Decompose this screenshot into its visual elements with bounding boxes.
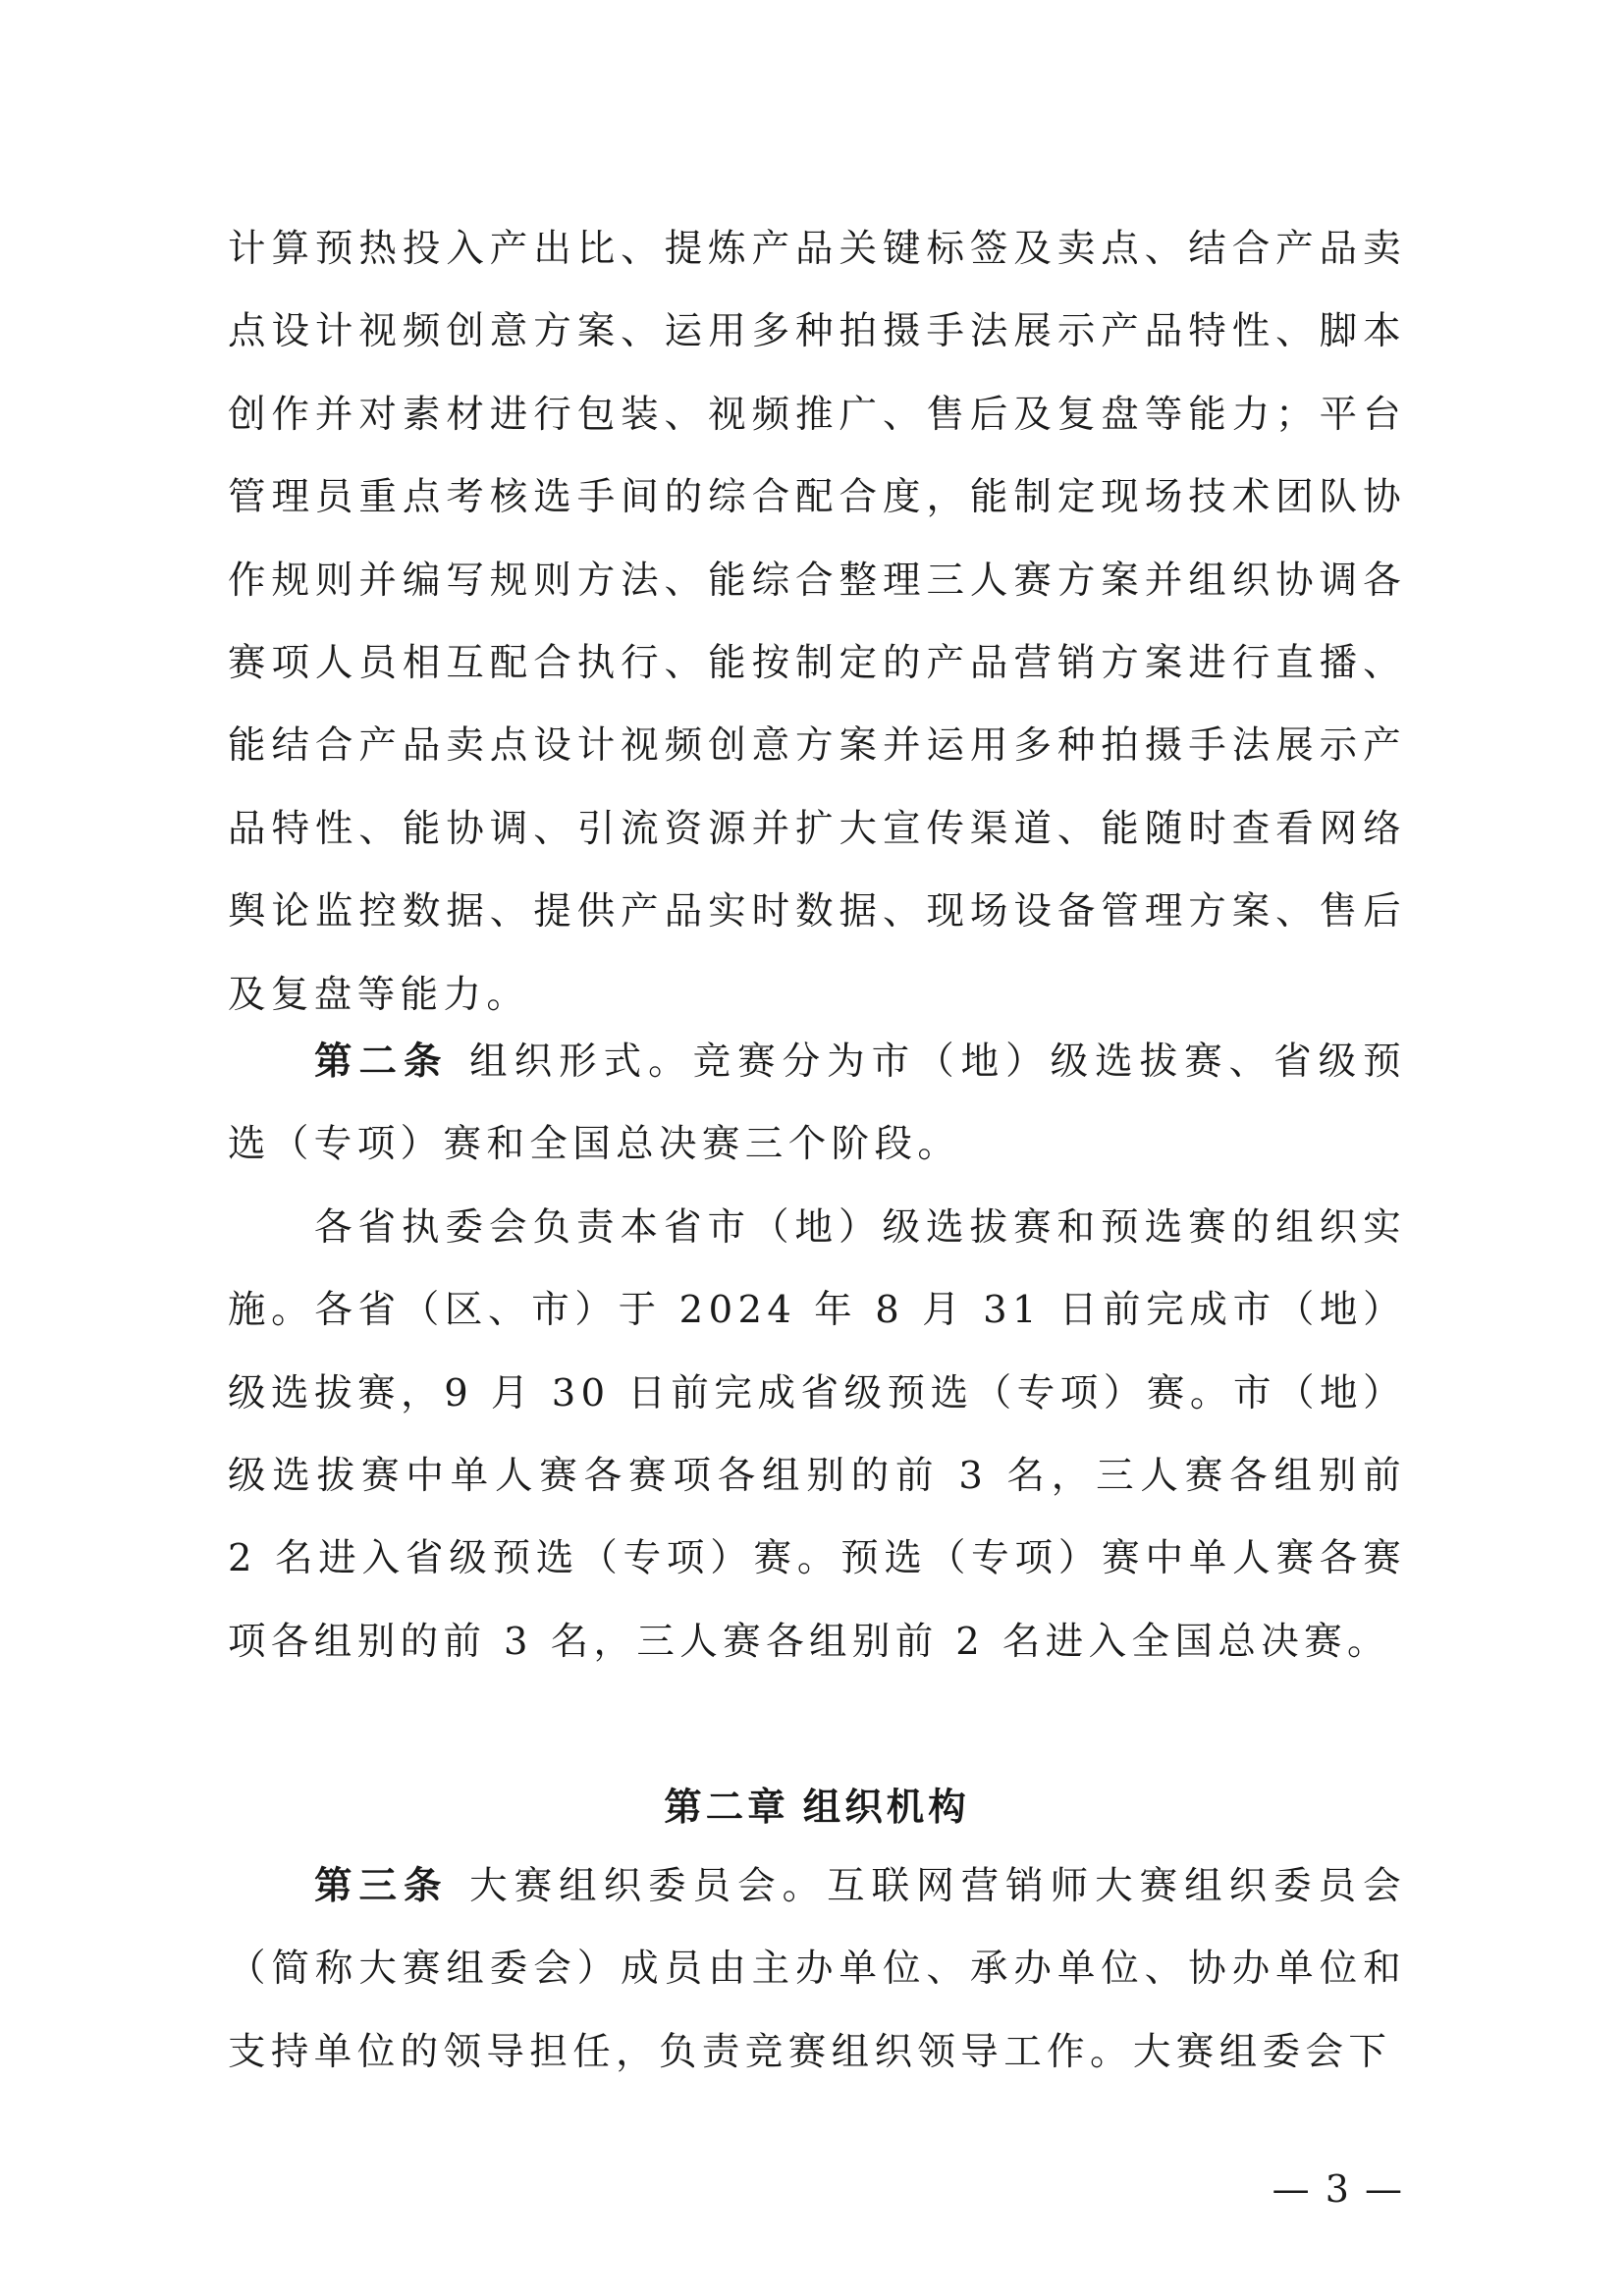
chapter-heading <box>228 1767 1406 1849</box>
paragraph-continued: 计算预热投入产出比、提炼产品关键标签及卖点、结合产品卖点设计视频创意方案、运用多种拍摄手法展示产品特性、脚本创作并对素材进行包装、视频推广、售后及复盘等能力；平台管理员重点考核选手间的综合配合度，能制定现场技术团队协作规则并编写规则方法、能综合整理三人赛方案并组织协调各赛项人员相互配合执行、能按制定的产品营销方案进行直播、能结合产品卖点设计视频创意方案并运用多种拍摄手法展示产品特性、能协调、引流资源并扩大宣传渠道、能随时查看网络舆论监控数据、提供产品实时数据、现场设备管理方案、售后及复盘等能力。 <box>228 227 1406 1017</box>
article-2-paragraph <box>228 1021 1406 1187</box>
chapter-number: 第二章 <box>664 1786 789 1830</box>
article-3-paragraph <box>228 1845 1406 2094</box>
article-2-block <box>228 1021 1406 1683</box>
article-3-text: 大赛组织委员会。互联网营销师大赛组织委员会（简称大赛组委会）成员由主办单位、承办单位、协办单位和支持单位的领导担任，负责竞赛组织领导工作。大赛组委会下 <box>228 1864 1406 2074</box>
article-3-lead: 第三条 <box>314 1864 449 1908</box>
page-number: — 3 — <box>1272 2167 1404 2211</box>
continued-paragraph-block <box>228 208 1406 1037</box>
article-2-lead: 第二条 <box>314 1040 449 1084</box>
chapter-title: 组织机构 <box>802 1786 970 1830</box>
article-3-block <box>228 1845 1406 2094</box>
article-2-text: 组织形式。竞赛分为市（地）级选拔赛、省级预选（专项）赛和全国总决赛三个阶段。 <box>228 1040 1406 1167</box>
article-2-detail-paragraph: 各省执委会负责本省市（地）级选拔赛和预选赛的组织实施。各省（区、市）于 2024 年 8 月 31 日前完成市（地）级选拔赛，9 月 30 日前完成省级预选（专项）赛。市（地）级选拔赛中单人赛各赛项各组别的前 3 名，三人赛各组别前 2 名进入省级预选（专项）赛。预选（专项）赛中单人赛各赛项各组别的前 3 名，三人赛各组别前 2 名进入全国总决赛。 <box>228 1204 1406 1664</box>
